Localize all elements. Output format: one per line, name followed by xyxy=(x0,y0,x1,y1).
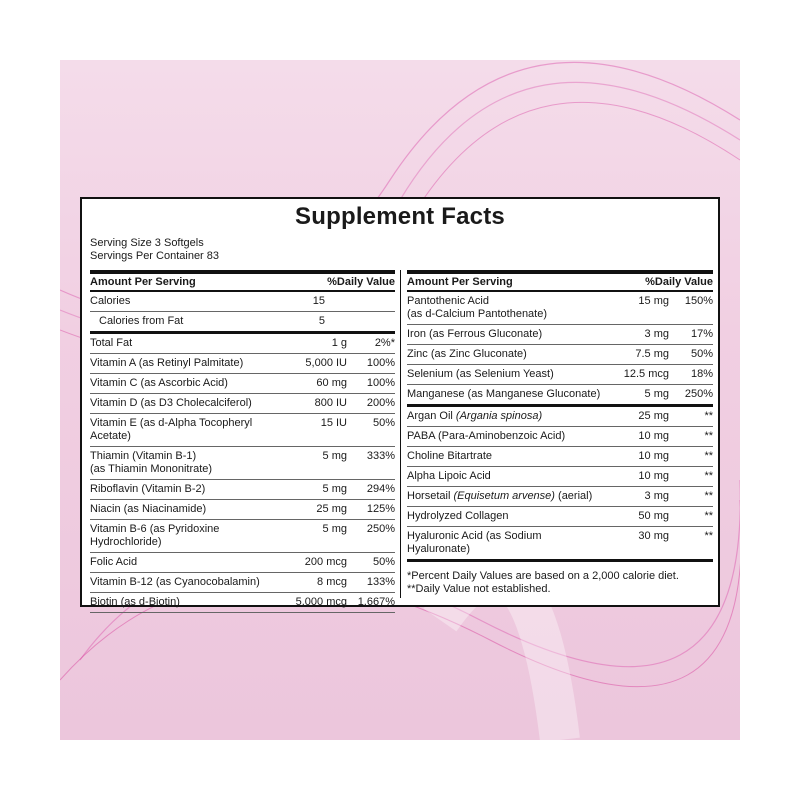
nutrient-name: Vitamin B-12 (as Cyanocobalamin) xyxy=(90,576,260,588)
table-row xyxy=(90,553,395,573)
table-row xyxy=(90,447,395,480)
nutrient-name: Calories from Fat xyxy=(99,315,184,327)
nutrient-name: Selenium (as Selenium Yeast) xyxy=(407,368,554,380)
nutrient-name: Calories xyxy=(90,295,131,307)
nutrient-daily-value: 18% xyxy=(690,368,713,380)
table-row xyxy=(407,467,713,487)
nutrient-daily-value: 50% xyxy=(690,348,713,360)
right-header-amount: Amount Per Serving xyxy=(407,276,513,288)
table-row xyxy=(407,385,713,407)
nutrient-daily-value: 250% xyxy=(366,523,395,535)
table-row xyxy=(407,427,713,447)
nutrient-name: Manganese (as Manganese Gluconate) xyxy=(407,388,601,400)
table-row xyxy=(90,312,395,334)
nutrient-amount: 25 mg xyxy=(316,503,347,515)
nutrient-name: Total Fat xyxy=(90,337,133,349)
servings-per-container: Servings Per Container 83 xyxy=(90,250,220,262)
nutrient-amount: 200 mcg xyxy=(304,556,347,568)
table-row xyxy=(90,414,395,447)
left-header-amount: Amount Per Serving xyxy=(90,276,196,288)
table-row xyxy=(407,292,713,325)
table-row xyxy=(407,447,713,467)
nutrient-daily-value: ** xyxy=(704,410,713,422)
nutrient-daily-value: 125% xyxy=(366,503,395,515)
nutrient-name: Alpha Lipoic Acid xyxy=(407,470,491,482)
nutrient-name: Choline Bitartrate xyxy=(407,450,492,462)
nutrient-name: PABA (Para-Aminobenzoic Acid) xyxy=(407,430,566,442)
table-row xyxy=(90,334,395,354)
nutrient-name: Zinc (as Zinc Gluconate) xyxy=(407,348,527,360)
nutrient-amount: 5 xyxy=(318,315,325,327)
left-column xyxy=(90,270,395,613)
footnote-percent-dv: *Percent Daily Values are based on a 2,000 calorie diet. xyxy=(407,570,679,582)
nutrient-name: Vitamin D (as D3 Cholecalciferol) xyxy=(90,397,252,409)
nutrient-amount: 5,000 IU xyxy=(305,357,347,369)
nutrient-amount: 15 IU xyxy=(320,417,347,429)
serving-size: Serving Size 3 Softgels xyxy=(90,237,204,249)
nutrient-name: Thiamin (Vitamin B-1) (as Thiamin Mononitrate) xyxy=(90,450,213,475)
nutrient-name: Hydrolyzed Collagen xyxy=(407,510,509,522)
table-row xyxy=(407,527,713,562)
nutrient-amount: 15 xyxy=(312,295,325,307)
nutrient-daily-value: 100% xyxy=(366,377,395,389)
column-divider xyxy=(400,270,401,598)
nutrient-amount: 15 mg xyxy=(638,295,669,307)
nutrient-name: Iron (as Ferrous Gluconate) xyxy=(407,328,543,340)
nutrient-amount: 60 mg xyxy=(316,377,347,389)
nutrient-daily-value: 50% xyxy=(372,417,395,429)
table-row xyxy=(407,407,713,427)
nutrient-amount: 25 mg xyxy=(638,410,669,422)
nutrient-daily-value: ** xyxy=(704,510,713,522)
nutrient-amount: 30 mg xyxy=(638,530,669,542)
nutrient-daily-value: 17% xyxy=(690,328,713,340)
nutrient-amount: 5 mg xyxy=(322,450,347,462)
nutrient-daily-value: 100% xyxy=(366,357,395,369)
nutrient-amount: 12.5 mcg xyxy=(623,368,669,380)
panel-title: Supplement Facts xyxy=(295,203,505,230)
nutrient-amount: 10 mg xyxy=(638,470,669,482)
nutrient-amount: 8 mcg xyxy=(317,576,347,588)
nutrient-name: Vitamin C (as Ascorbic Acid) xyxy=(90,377,228,389)
right-header xyxy=(407,274,713,292)
nutrient-name: Niacin (as Niacinamide) xyxy=(90,503,207,515)
table-row xyxy=(90,292,395,312)
nutrient-amount: 5 mg xyxy=(322,523,347,535)
nutrient-amount: 7.5 mg xyxy=(635,348,669,360)
nutrient-name: Folic Acid xyxy=(90,556,138,568)
nutrient-daily-value: 200% xyxy=(366,397,395,409)
table-row xyxy=(90,394,395,414)
table-row xyxy=(90,354,395,374)
nutrient-daily-value: 2%* xyxy=(374,337,395,349)
nutrient-name: Pantothenic Acid (as d-Calcium Pantothenate) xyxy=(407,295,548,320)
nutrient-amount: 5 mg xyxy=(644,388,669,400)
nutrient-daily-value: ** xyxy=(704,470,713,482)
table-row xyxy=(90,480,395,500)
nutrient-daily-value: ** xyxy=(704,450,713,462)
table-row xyxy=(407,487,713,507)
left-header xyxy=(90,274,395,292)
table-row xyxy=(90,500,395,520)
nutrient-daily-value: 333% xyxy=(366,450,395,462)
right-column xyxy=(407,270,713,596)
table-row xyxy=(407,325,713,345)
nutrient-name: Horsetail (Equisetum arvense) (aerial) xyxy=(407,490,593,502)
nutrient-name: Vitamin A (as Retinyl Palmitate) xyxy=(90,357,244,369)
nutrient-daily-value: 1,667% xyxy=(357,596,395,608)
nutrient-daily-value: 50% xyxy=(372,556,395,568)
right-rows xyxy=(407,292,713,562)
nutrient-amount: 50 mg xyxy=(638,510,669,522)
left-header-dv: %Daily Value xyxy=(327,276,395,288)
nutrient-daily-value: ** xyxy=(704,490,713,502)
nutrient-daily-value: 250% xyxy=(684,388,713,400)
serving-info xyxy=(90,237,219,263)
nutrient-amount: 1 g xyxy=(331,337,347,349)
nutrient-daily-value: ** xyxy=(704,430,713,442)
nutrient-name: Biotin (as d-Biotin) xyxy=(90,596,180,608)
nutrient-amount: 10 mg xyxy=(638,430,669,442)
nutrient-amount: 3 mg xyxy=(644,328,669,340)
nutrient-name: Riboflavin (Vitamin B-2) xyxy=(90,483,206,495)
table-row xyxy=(90,374,395,394)
nutrient-name: Vitamin E (as d-Alpha Tocopheryl Acetate) xyxy=(90,417,253,442)
nutrient-daily-value: 133% xyxy=(366,576,395,588)
nutrient-daily-value: ** xyxy=(704,530,713,542)
right-header-dv: %Daily Value xyxy=(645,276,713,288)
table-row xyxy=(407,345,713,365)
nutrient-name: Hyaluronic Acid (as Sodium Hyaluronate) xyxy=(407,530,542,555)
supplement-facts-panel xyxy=(80,197,720,607)
nutrient-daily-value: 294% xyxy=(366,483,395,495)
nutrient-daily-value: 150% xyxy=(684,295,713,307)
nutrient-amount: 10 mg xyxy=(638,450,669,462)
left-rows xyxy=(90,292,395,613)
table-row xyxy=(90,520,395,553)
nutrient-amount: 5,000 mcg xyxy=(295,596,347,608)
nutrient-amount: 800 IU xyxy=(314,397,347,409)
nutrient-amount: 5 mg xyxy=(322,483,347,495)
table-row xyxy=(90,593,395,613)
nutrient-name: Argan Oil (Argania spinosa) xyxy=(407,410,543,422)
footnote-not-established: **Daily Value not established. xyxy=(407,583,551,595)
table-row xyxy=(407,365,713,385)
table-row xyxy=(90,573,395,593)
footnotes xyxy=(407,570,713,596)
table-row xyxy=(407,507,713,527)
nutrient-amount: 3 mg xyxy=(644,490,669,502)
nutrient-name: Vitamin B-6 (as Pyridoxine Hydrochloride) xyxy=(90,523,220,548)
